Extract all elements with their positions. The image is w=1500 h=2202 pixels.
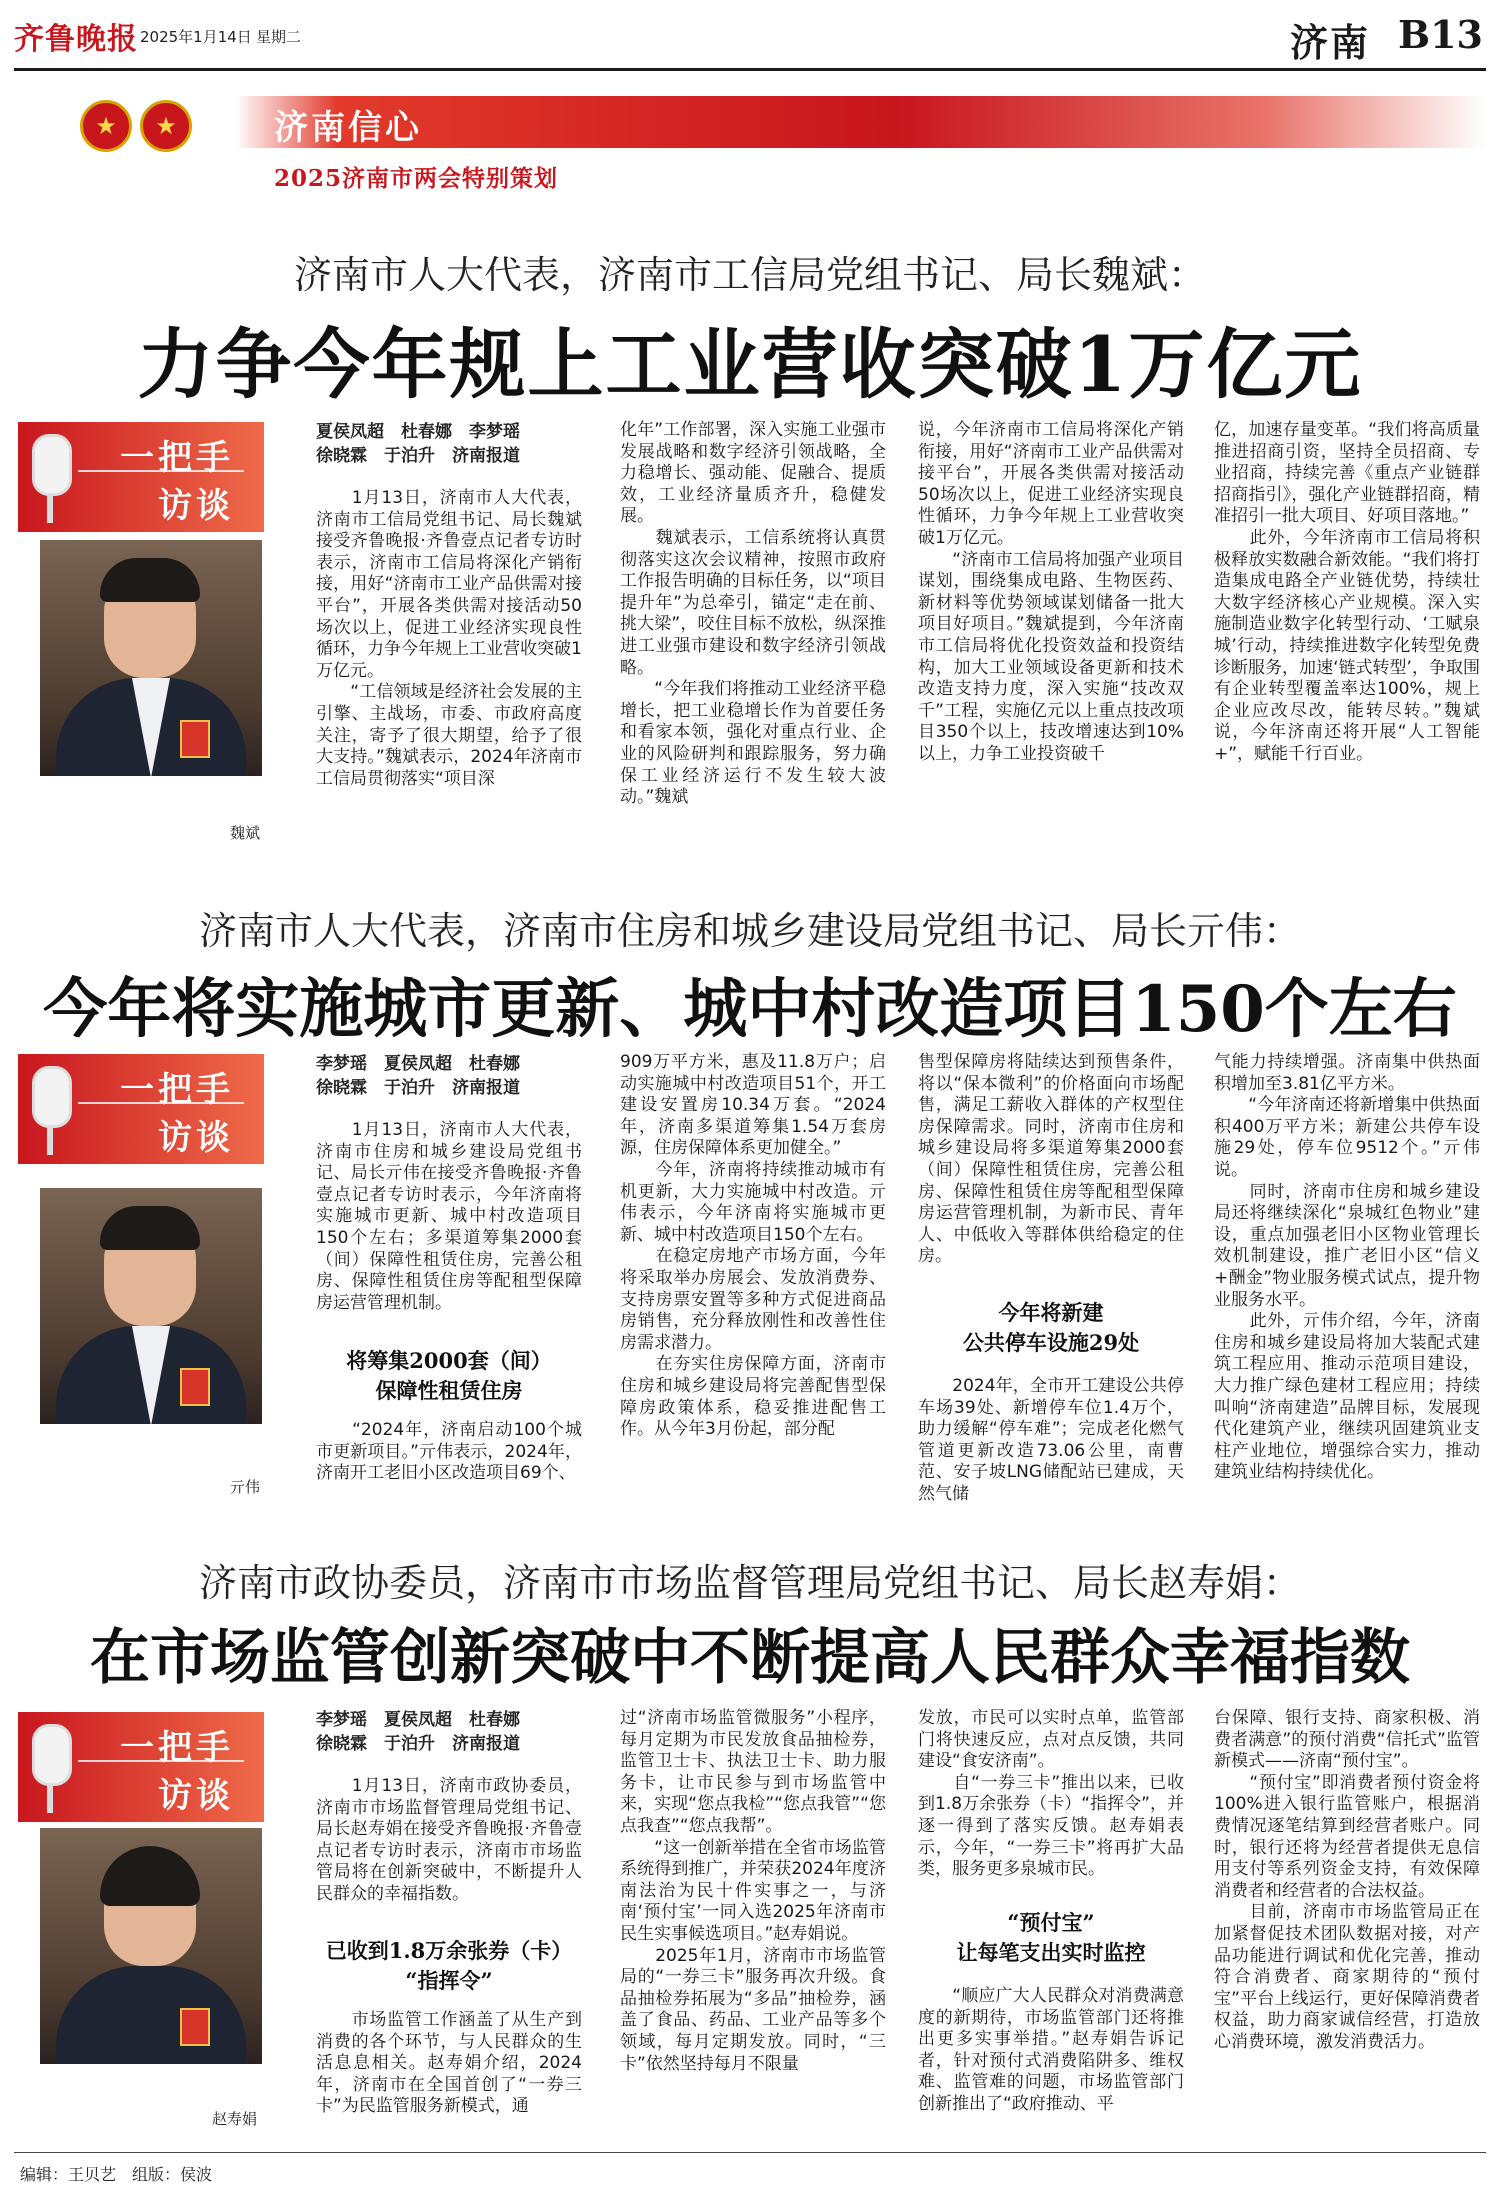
article-3-column-4: 台保障、银行支持、商家积极、消费者满意”的预付消费“信托式”监管新模式——济南“预付宝”。 “预付宝”即消费者预付资金将100%进入银行监管账户，根据消费情况逐笔结算到经营者账户。同时，银行还将为经营者提供无息信用支付等系列资金支持，有效保障消费者和经营者的合法权益。 目前，济南市市场监管局正在加紧督促技术团队数据对接，对产品功能进行调试和优化完善，推动符合消费者、商家期待的“预付宝”平台上线运行，更好保障消费者权益，助力商家诚信经营，打造放心消费环境，激发消费活力。 [1214,1708,1480,2052]
article-1-portrait [40,540,262,776]
article-1-column-1: 1月13日，济南市人大代表，济南市工信局党组书记、局长魏斌接受齐鲁晚报·齐鲁壹点记者专访时表示，济南市工信局将深化产销衔接，用好“济南市工业产品供需对接平台”，开展各类供需对接活动50场次以上，促进工业经济实现良性循环，力争今年规上工业营收突破1万亿元。 “工信领域是经济社会发展的主引擎、主战场，市委、市政府高度关注，寄予了很大期望，给予了很大支持。”魏斌表示，2024年济南市工信局贯彻落实“项目深 [316,488,582,789]
microphone-icon [32,1066,72,1128]
article-2-photo-caption: 亓伟 [230,1478,261,1496]
editor-credit: 编辑：王贝艺 组版：侯波 [20,2165,213,2184]
article-1-column-3: 说，今年济南市工信局将深化产销衔接，用好“济南市工业产品供需对接平台”，开展各类供需对接活动50场次以上，促进工业经济实现良性循环，力争今年规上工业营收突破1万亿元。 “济南市工信局将加强产业项目谋划，围绕集成电路、生物医药、新材料等优势领域谋划储备一批大项目好项目。”魏斌提到，今年济南市工信局将优化投资效益和投资结构，加大工业领域设备更新和技术改造支持力度，深入实施“技改双千”工程，实施亿元以上重点技改项目350个以上，技改增速达到10%以上，力争工业投资破千 [918,420,1184,764]
article-1-column-2: 化年”工作部署，深入实施工业强市发展战略和数字经济引领战略，全力稳增长、强动能、促融合、提质效，工业经济量质齐升，稳健发展。 魏斌表示，工信系统将认真贯彻落实这次会议精神，按照市政府工作报告明确的目标任务，以“项目提升年”为总牵引，锚定“走在前、挑大梁”，咬住目标不放松，纵深推进工业强市建设和数字经济引领战略。 “今年我们将推动工业经济平稳增长，把工业稳增长作为首要任务和看家本领，强化对重点行业、企业的风险研判和跟踪服务，努力确保工业经济运行不发生较大波动。”魏斌 [620,420,886,808]
byline-line-1: 李梦瑶 夏侯凤超 杜春娜 [316,1710,520,1730]
tag-line-1: 一把手 [120,1728,234,1768]
article-1-kicker: 济南市人大代表，济南市工信局党组书记、局长魏斌： [293,253,1206,297]
cppcc-emblem-icon: ★ [140,100,192,152]
article-3-subheading-2: “预付宝” 让每笔支出实时监控 [956,1910,1146,1965]
byline-line-2: 徐晓霖 于泊升 济南报道 [316,1734,520,1754]
article-3-portrait [40,1828,262,2064]
page-section: 济南 [1290,20,1371,65]
issue-date: 2025年1月14日 [140,28,252,46]
tag-line-2: 访谈 [158,486,234,526]
tag-line-2: 访谈 [158,1118,234,1158]
column-banner [14,96,1486,148]
article-3-kicker: 济南市政协委员，济南市市场监督管理局党组书记、局长赵寿娟： [198,1561,1301,1605]
article-1-column-4: 亿，加速存量变革。“我们将高质量推进招商引资，坚持全员招商、专业招商，持续完善《重点产业链群招商指引》，强化产业链群招商，精准招引一批大项目、好项目落地。” 此外，今年济南市工信局将积极释放实数融合新效能。“我们将打造集成电路全产业链优势，持续壮大数字经济核心产业规模。深入实施制造业数字化转型行动、‘工赋泉城’行动，持续推进数字化转型免费诊断服务，加速‘链式转型’，争取围有企业转型覆盖率达100%，规上企业应改尽改，能转尽转。”魏斌说，今年济南还将开展“人工智能+”，赋能千行百业。 [1214,420,1480,764]
article-3-column-2: 过“济南市场监管微服务”小程序，每月定期为市民发放食品抽检券，监管卫士卡、执法卫士卡、助力服务卡，让市民参与到市场监管中来，实现“您点我检”“您点我管”“您点我查”“您点我帮”。 “这一创新举措在全省市场监管系统得到推广，并荣获2024年度济南法治为民十件实事之一，与济南‘预付宝’一同入选2025年济南市民生实事候选项目。”赵寿娟说。 2025年1月，济南市市场监管局的“一券三卡”服务再次升级。食品抽检券拓展为“多品”抽检券，涵盖了食品、药品、工业产品等多个领域，每月定期发放。同时，“三卡”依然坚持每月不限量 [620,1708,886,2074]
article-3-headline: 在市场监管创新突破中不断提高人民群众幸福指数 [90,1623,1410,1693]
microphone-icon [32,434,72,496]
article-2-interview-tag [18,1054,264,1164]
article-3-column-1: 1月13日，济南市政协委员，济南市市场监督管理局党组书记、局长赵寿娟在接受齐鲁晚报·齐鲁壹点记者专访时表示，济南市市场监管局将在创新突破中，不断提升人民群众的幸福指数。 [316,1776,582,1904]
footer-rule [14,2152,1486,2153]
column-title: 济南信心 [274,108,422,148]
article-2-subheading-2: 今年将新建 公共停车设施29处 [962,1300,1140,1355]
article-2-subheading-1: 将筹集2000套（间） 保障性租赁住房 [346,1348,552,1403]
column-subtitle: 2025济南市两会特别策划 [274,165,559,192]
article-2-byline [316,1052,616,1100]
article-2-kicker: 济南市人大代表，济南市住房和城乡建设局党组书记、局长亓伟： [198,909,1301,953]
article-3-column-1b: 市场监管工作涵盖了从生产到消费的各个环节，与人民群众的生活息息相关。赵寿娟介绍，2024年，济南市在全国首创了“一券三卡”为民监管服务新模式，通 [316,2010,582,2117]
tag-line-1: 一把手 [120,1070,234,1110]
microphone-icon [32,1724,72,1786]
article-2-column-3b: 2024年，全市开工建设公共停车场39处、新增停车位1.4万个，助力缓解“停车难”；完成老化燃气管道更新改造73.06公里，南曹范、安子坡LNG储配站已建成，天然气储 [918,1376,1184,1502]
article-2-column-1b: “2024年，济南启动100个城市更新项目。”亓伟表示，2024年，济南开工老旧小区改造项目69个、 [316,1420,582,1484]
article-1-byline [316,420,616,468]
article-1-photo-caption: 魏斌 [230,824,261,842]
article-3-column-3: 发放，市民可以实时点单，监管部门将快速反应，点对点反馈，共同建设“食安济南”。 自“一券三卡”推出以来，已收到1.8万余张券（卡）“指挥令”，并逐一得到了落实反馈。赵寿娟表示，今年，“一券三卡”将再扩大品类，服务更多泉城市民。 [918,1708,1184,1880]
byline-line-2: 徐晓霖 于泊升 济南报道 [316,446,520,466]
article-2-headline: 今年将实施城市更新、城中村改造项目150个左右 [43,972,1457,1047]
article-2-column-1: 1月13日，济南市人大代表，济南市住房和城乡建设局党组书记、局长亓伟在接受齐鲁晚报·齐鲁壹点记者专访时表示，今年济南将实施城市更新、城中村改造项目150个左右；多渠道筹集2000套（间）保障性租赁住房，完善公租房、保障性租赁住房等配租型保障房运营管理机制。 [316,1120,582,1313]
article-3-subheading-1: 已收到1.8万余张券（卡） “指挥令” [325,1938,573,1993]
byline-line-1: 夏侯凤超 杜春娜 李梦瑶 [316,422,520,442]
article-3-column-3b: “顺应广大人民群众对消费满意度的新期待，市场监管部门还将推出更多实事举措。”赵寿娟告诉记者，针对预付式消费陷阱多、维权难、监管难的问题，市场监管部门创新推出了“政府推动、平 [918,1986,1184,2114]
national-emblem-icon: ★ [80,100,132,152]
article-3-interview-tag [18,1712,264,1822]
byline-line-1: 李梦瑶 夏侯凤超 杜春娜 [316,1054,520,1074]
page-number: B13 [1398,12,1483,57]
tag-line-1: 一把手 [120,438,234,478]
article-3-byline [316,1708,616,1756]
masthead-rule [14,68,1486,71]
article-1-interview-tag [18,422,264,532]
newspaper-logo: 齐鲁晚报 [14,22,138,57]
article-3-photo-caption: 赵寿娟 [212,2110,258,2128]
tag-line-2: 访谈 [158,1776,234,1816]
byline-line-2: 徐晓霖 于泊升 济南报道 [316,1078,520,1098]
article-1-headline: 力争今年规上工业营收突破1万亿元 [137,320,1363,409]
article-2-column-2: 909万平方米，惠及11.8万户；启动实施城中村改造项目51个，开工建设安置房10.34万套。“2024年，济南多渠道筹集1.54万套房源，住房保障体系更加健全。” 今年，济南将持续推动城市有机更新，大力实施城中村改造。亓伟表示，今年济南将实施城市更新、城中村改造项目150个左右。 在稳定房地产市场方面，今年将采取举办房展会、发放消费券、支持房票安置等多种方式促进商品房销售，充分释放刚性和改善性住房需求潜力。 在夯实住房保障方面，济南市住房和城乡建设局将完善配售型保障房政策体系，稳妥推进配售工作。从今年3月份起，部分配 [620,1052,886,1440]
article-2-portrait [40,1188,262,1424]
article-2-column-3: 售型保障房将陆续达到预售条件，将以“保本微利”的价格面向市场配售，满足工薪收入群体的产权型住房保障需求。同时，济南市住房和城乡建设局将多渠道筹集2000套（间）保障性租赁住房，完善公租房、保障性租赁住房等配租型保障房运营管理机制，为新市民、青年人、中低收入等群体供给稳定的住房。 [918,1052,1184,1267]
issue-weekday: 星期二 [256,28,302,46]
article-2-column-4: 气能力持续增强。济南集中供热面积增加至3.81亿平方米。 “今年济南还将新增集中供热面积400万平方米；新建公共停车设施29处，停车位9512个。”亓伟说。 同时，济南市住房和城乡建设局还将继续深化“泉城红色物业”建设，重点加强老旧小区物业管理长效机制建设，推广老旧小区“信义+酬金”物业服务模式试点，提升物业服务水平。 此外，亓伟介绍，今年，济南住房和城乡建设局将加大装配式建筑工程应用、推动示范项目建设，大力推广绿色建材工程应用；持续叫响“济南建造”品牌目标，发展现代化建筑产业，继续巩固建筑业支柱产业地位，增强综合实力，推动建筑业结构持续优化。 [1214,1052,1480,1483]
